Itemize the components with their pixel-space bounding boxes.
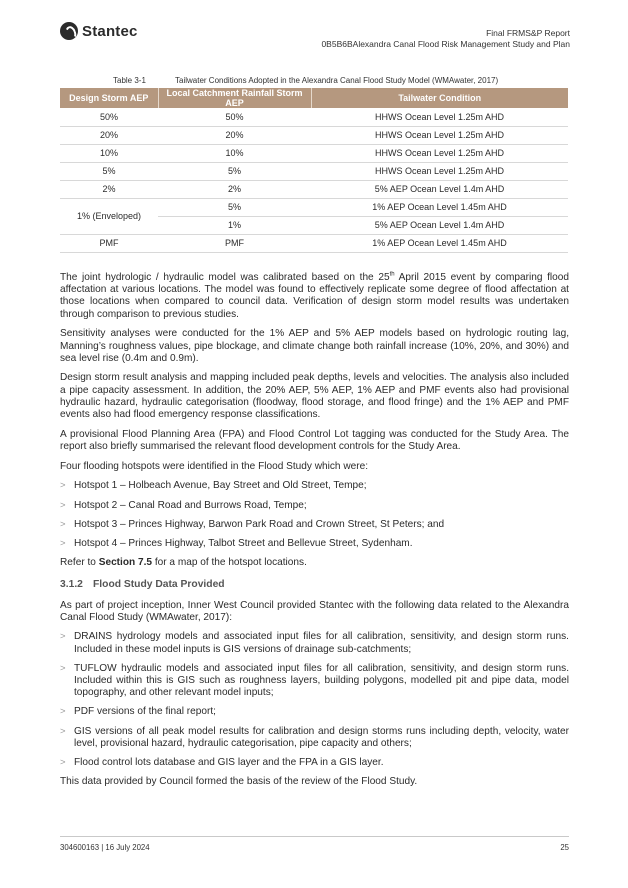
paragraph-refer-section (60, 557, 569, 569)
list-item: > Hotspot 1 – Holbeach Avenue, Bay Street and Old Street, Tempe; (60, 480, 569, 492)
table-row (60, 108, 568, 126)
table-header-row (60, 88, 568, 108)
hotspot-list (60, 480, 569, 550)
report-header-info (321, 28, 570, 50)
paragraph-text: for a map of the hotspot locations. (152, 557, 307, 569)
table-row (60, 198, 568, 216)
table-cell: HHWS Ocean Level 1.25m AHD (311, 126, 568, 144)
table-row (60, 144, 568, 162)
table-cell: 5% (158, 162, 311, 180)
paragraph-calibration (60, 272, 569, 321)
table-cell: 2% (158, 180, 311, 198)
table-cell: 50% (158, 108, 311, 126)
paragraph-fpa: A provisional Flood Planning Area (FPA) and Flood Control Lot tagging was conducted for the Study Area. The report also briefly summarised the relevant flood development controls for the Study Area. (60, 428, 569, 452)
list-item: > DRAINS hydrology models and associated input files for all calibration, sensitivity, and design storm runs. Included in these model inputs is GIS versions of drainage sub-catchments; (60, 631, 569, 655)
header-local-catchment-aep: Local Catchment Rainfall Storm AEP (158, 88, 311, 108)
paragraph-text: The joint hydrologic / hydraulic model was calibrated based on the 25 (60, 272, 390, 283)
table-cell: 5% (158, 198, 311, 216)
stantec-logo (60, 22, 138, 40)
table-cell: 5% AEP Ocean Level 1.4m AHD (311, 180, 568, 198)
table-cell: 1% AEP Ocean Level 1.45m AHD (311, 234, 568, 252)
table-cell: 5% AEP Ocean Level 1.4m AHD (311, 216, 568, 234)
section-number: 3.1.2 (60, 579, 83, 591)
footer-divider (60, 836, 569, 837)
table-number: Table 3-1 (113, 76, 146, 85)
page-number: 25 (560, 843, 569, 852)
section-heading (60, 579, 569, 591)
table-cell: 2% (60, 180, 158, 198)
paragraph-text: April 2015 event by comparing flood affectation at various locations. The model was found to effectively replicate some degree of flood affectation at those locations when compared to council data. Verification of design storm model results was undertaken through comparison to previous studies. (60, 272, 569, 320)
table-caption-text: Tailwater Conditions Adopted in the Alexandra Canal Flood Study Model (WMAwater, 2017) (175, 76, 499, 85)
table-cell: HHWS Ocean Level 1.25m AHD (311, 108, 568, 126)
tailwater-table (60, 88, 568, 253)
paragraph-text: Refer to (60, 557, 99, 569)
data-list (60, 631, 569, 769)
list-item: > TUFLOW hydraulic models and associated input files for all calibration, sensitivity, and design storm runs. Included within this is GIS such as roughness layers, building polygons, modelled pit and pipe data, model topography, and other relevant model inputs; (60, 663, 569, 700)
table-cell: 5% (60, 162, 158, 180)
superscript: th (389, 271, 395, 278)
paragraph-design-storm: Design storm result analysis and mapping included peak depths, levels and velocities. The analysis also included a pipe capacity assessment. In addition, the 20% AEP, 5% AEP, 1% AEP and PMF events also had provisional hydraulic hazard, hydraulic categorisation (floodway, flood storage, and flood fringe) and the 1% AEP and PMF events also had flood emergency response classifications. (60, 372, 569, 421)
table-cell: 50% (60, 108, 158, 126)
section-link-text: Section 7.5 (98, 557, 153, 569)
table-cell-merged: 1% (Enveloped) (60, 198, 158, 234)
table-row (60, 162, 568, 180)
body-content (60, 272, 569, 796)
list-item: > Flood control lots database and GIS layer and the FPA in a GIS layer. (60, 757, 569, 769)
header-tailwater-condition: Tailwater Condition (311, 88, 568, 108)
table-row (60, 180, 568, 198)
paragraph-data-basis: This data provided by Council formed the basis of the review of the Flood Study. (60, 776, 418, 788)
footer-document-info: 304600163 | 16 July 2024 (60, 843, 150, 852)
page-footer (60, 843, 569, 852)
table-row (60, 234, 568, 252)
header-design-storm-aep: Design Storm AEP (60, 88, 158, 108)
list-item: > GIS versions of all peak model results for calibration and design storms runs including depth, velocity, water level, provisional hazard, hydraulic categorisation, pipe capacity and others; (60, 726, 569, 750)
page-header (60, 18, 570, 58)
table-caption (113, 76, 498, 85)
table-cell: HHWS Ocean Level 1.25m AHD (311, 162, 568, 180)
table-cell: 10% (158, 144, 311, 162)
stantec-logo-icon (60, 22, 78, 40)
table-cell: 20% (60, 126, 158, 144)
report-subtitle: 0B5B6BAlexandra Canal Flood Risk Management Study and Plan (321, 39, 570, 49)
list-item: > PDF versions of the final report; (60, 706, 569, 718)
section-title: Flood Study Data Provided (93, 579, 225, 591)
logo-text: Stantec (82, 22, 138, 40)
list-item: > Hotspot 3 – Princes Highway, Barwon Park Road and Crown Street, St Peters; and (60, 519, 569, 531)
table-cell: HHWS Ocean Level 1.25m AHD (311, 144, 568, 162)
report-title: Final FRMS&P Report (486, 28, 570, 38)
list-item: > Hotspot 4 – Princes Highway, Talbot Street and Bellevue Street, Sydenham. (60, 538, 569, 550)
table-cell: 20% (158, 126, 311, 144)
paragraph-hotspots-intro: Four flooding hotspots were identified in the Flood Study which were: (60, 460, 369, 472)
table-cell: 1% AEP Ocean Level 1.45m AHD (311, 198, 568, 216)
table-cell: PMF (158, 234, 311, 252)
table-cell: PMF (60, 234, 158, 252)
paragraph-data-intro: As part of project inception, Inner West Council provided Stantec with the following data related to the Alexandra Canal Flood Study (WMAwater, 2017): (60, 599, 569, 623)
table-cell: 1% (158, 216, 311, 234)
paragraph-sensitivity: Sensitivity analyses were conducted for the 1% AEP and 5% AEP models based on hydrologic routing lag, Manning’s roughness values, pipe blockage, and climate change both rainfall increase (10%, 20%, and 30%) and sea level rise (0.4m and 0.9m). (60, 328, 569, 364)
table-cell: 10% (60, 144, 158, 162)
table-row (60, 126, 568, 144)
list-item: > Hotspot 2 – Canal Road and Burrows Road, Tempe; (60, 500, 569, 512)
